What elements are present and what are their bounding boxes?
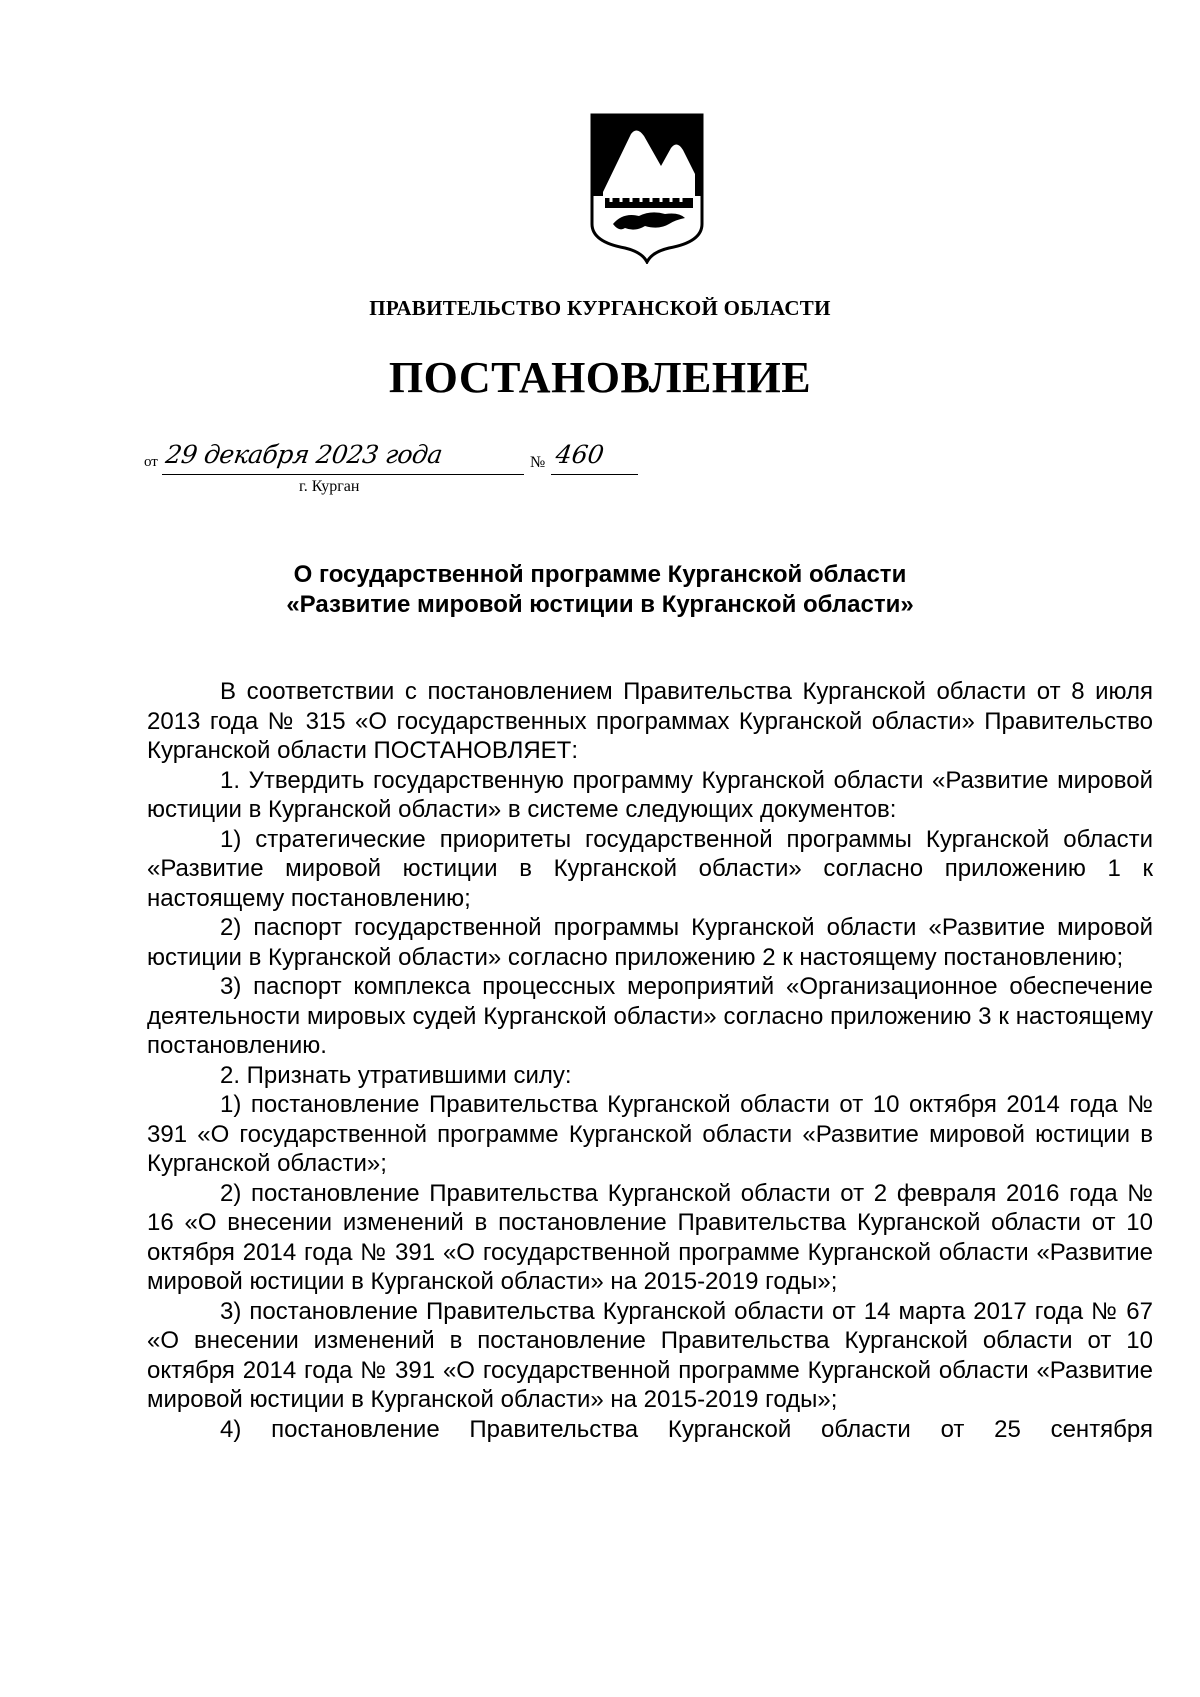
body-paragraph: 3) паспорт комплекса процессных мероприятий «Организационное обеспечение деятельности мировых судей Курганской области» согласно приложению 3 к настоящему постановлению. <box>147 973 1153 1059</box>
body-paragraph: 2) постановление Правительства Курганской области от 2 февраля 2016 года № 16 «О внесении изменений в постановление Правительства Курганской области от 10 октября 2014 года № 391 «О государственной программе Курганской области «Развитие мировой юстиции в Курганской области» на 2015-2019 годы»; <box>147 1179 1153 1295</box>
body-paragraph: 1) стратегические приоритеты государственной программы Курганской области «Развитие мировой юстиции в Курганской области» согласно приложению 1 к настоящему постановлению; <box>147 825 1153 912</box>
document-body <box>147 677 1153 1444</box>
body-paragraph: 2) паспорт государственной программы Курганской области «Развитие мировой юстиции в Курганской области» согласно приложению 2 к настоящему постановлению; <box>147 914 1153 971</box>
city-label: г. Курган <box>299 478 360 495</box>
body-paragraph: 1. Утвердить государственную программу Курганской области «Развитие мировой юстиции в Курганской области» в системе следующих документов: <box>147 766 1153 823</box>
number-underline <box>551 474 638 475</box>
document-subject-title <box>150 560 1050 620</box>
date-underline <box>162 474 524 475</box>
body-paragraph: В соответствии с постановлением Правительства Курганской области от 8 июля 2013 года № 315 «О государственных программах Курганской области» Правительство Курганской области ПОСТАНОВЛЯЕТ: <box>147 678 1153 764</box>
title-line: О государственной программе Курганской области <box>293 561 907 588</box>
document-type-title: ПОСТАНОВЛЕНИЕ <box>388 353 812 402</box>
date-prefix: от <box>144 454 158 470</box>
handwritten-number: 460 <box>553 440 606 469</box>
body-paragraph: 2. Признать утратившими силу: <box>220 1061 572 1089</box>
coat-of-arms-icon <box>589 112 705 264</box>
body-paragraph: 3) постановление Правительства Курганской области от 14 марта 2017 года № 67 «О внесении изменений в постановление Правительства Курганской области от 10 октября 2014 года № 391 «О государственной программе Курганской области «Развитие мировой юстиции в Курганской области» на 2015-2019 годы»; <box>147 1297 1153 1413</box>
body-paragraph: 4) постановление Правительства Курганской области от 25 сентября <box>220 1415 1153 1443</box>
number-prefix: № <box>530 454 546 471</box>
handwritten-date: 29 декабря 2023 года <box>163 440 445 469</box>
body-paragraph: 1) постановление Правительства Курганской области от 10 октября 2014 года № 391 «О государственной программе Курганской области «Развитие мировой юстиции в Курганской области»; <box>147 1091 1153 1177</box>
title-line: «Развитие мировой юстиции в Курганской области» <box>286 591 914 618</box>
organization-name: ПРАВИТЕЛЬСТВО КУРГАНСКОЙ ОБЛАСТИ <box>369 296 831 320</box>
